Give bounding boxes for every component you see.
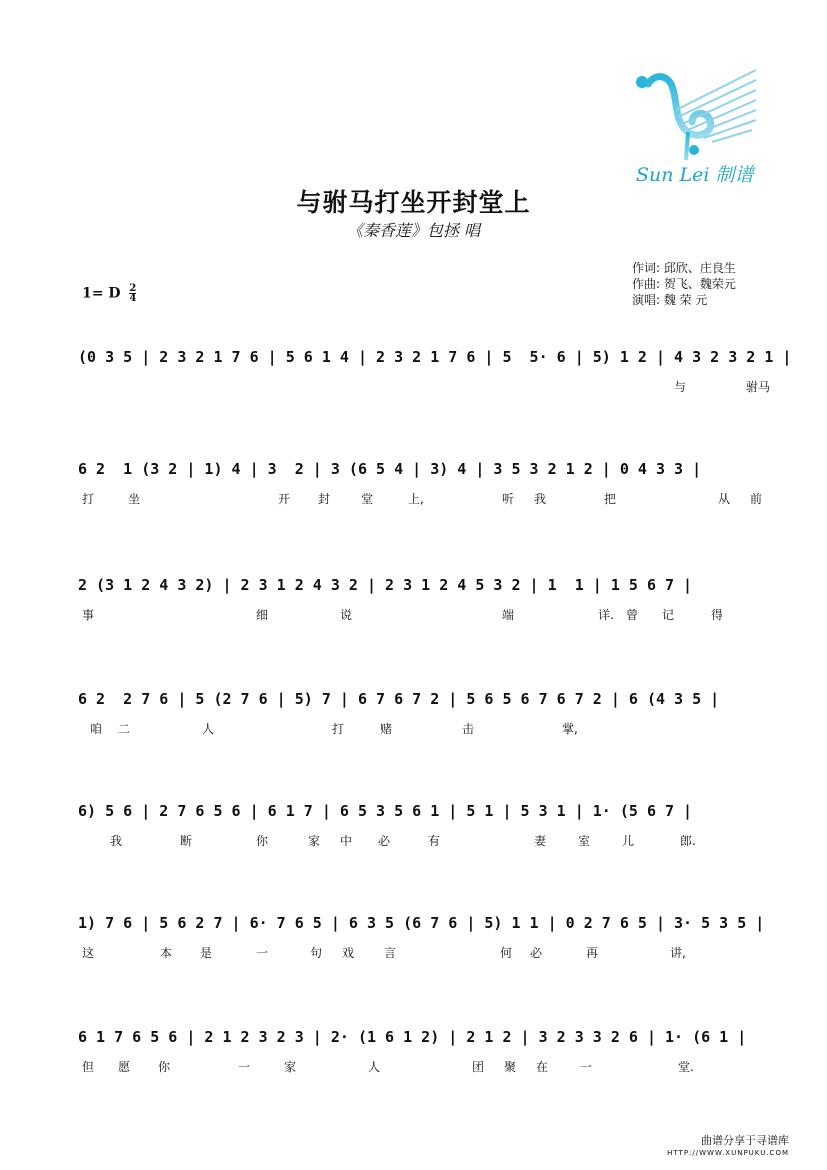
notation-line: 2 (3 1 2 4 3 2) | 2 3 1 2 4 3 2 | 2 3 1 2 4 5 3 2 | 1 1 | 1 5 6 7 | (78, 576, 693, 594)
lyric-syllable: 你 (158, 1060, 171, 1074)
lyric-syllable: 必 (378, 834, 391, 848)
footer-url: HTTP://WWW.XUNPUKU.COM (667, 1149, 789, 1157)
lyric-syllable: 本 (160, 946, 173, 960)
lyricist-credit: 作词: 邱欣、庄良生 (632, 261, 736, 275)
performer-credit: 演唱: 魏 荣 元 (632, 293, 708, 307)
lyrics-line (78, 490, 768, 508)
lyric-syllable: 有 (428, 834, 441, 848)
time-denominator: 4 (129, 293, 137, 304)
lyric-syllable: 击 (462, 722, 475, 736)
lyrics-line (78, 944, 768, 962)
lyric-syllable: 在 (536, 1060, 549, 1074)
score-line-3 (78, 576, 768, 626)
footer (667, 1134, 789, 1160)
lyric-syllable: 断 (180, 834, 193, 848)
lyric-syllable: 妻 (534, 834, 547, 848)
score-line-7 (78, 1028, 768, 1078)
lyrics-line (78, 832, 768, 850)
lyric-syllable: 记 (662, 608, 675, 622)
lyric-syllable: 事 (82, 608, 95, 622)
lyric-syllable: 何 (500, 946, 513, 960)
time-numerator: 2 (129, 283, 137, 294)
lyric-syllable: 从 (718, 492, 731, 506)
lyrics-line (78, 378, 771, 396)
lyric-syllable: 言 (384, 946, 397, 960)
lyric-syllable: 家 (308, 834, 321, 848)
lyric-syllable: 必 (530, 946, 543, 960)
lyric-syllable: 打 (82, 492, 95, 506)
notation-line: 1) 7 6 | 5 6 2 7 | 6· 7 6 5 | 6 3 5 (6 7 6 | 5) 1 1 | 0 2 7 6 5 | 3· 5 3 5 | (78, 914, 765, 932)
lyric-syllable: 聚 (504, 1060, 517, 1074)
footer-source: 曲谱分享于寻谱库 (701, 1134, 789, 1147)
key-label: 1= D (82, 285, 121, 302)
lyric-syllable: 一 (580, 1060, 593, 1074)
lyric-syllable: 讲, (670, 946, 686, 960)
lyric-syllable: 郎. (680, 834, 696, 848)
lyric-syllable: 与 (674, 380, 687, 394)
credits (632, 260, 736, 308)
lyric-syllable: 说 (340, 608, 353, 622)
time-signature (129, 284, 136, 303)
score-line-5 (78, 802, 768, 852)
lyric-syllable: 团 (472, 1060, 485, 1074)
lyric-syllable: 打 (332, 722, 345, 736)
lyric-syllable: 人 (202, 722, 215, 736)
lyric-syllable: 家 (284, 1060, 297, 1074)
notation-line: 6 2 1 (3 2 | 1) 4 | 3 2 | 3 (6 5 4 | 3) 4 | 3 5 3 2 1 2 | 0 4 3 3 | (78, 460, 702, 478)
lyric-syllable: 室 (578, 834, 591, 848)
lyrics-line (78, 606, 768, 624)
lyric-syllable: 一 (238, 1060, 251, 1074)
lyric-syllable: 把 (604, 492, 617, 506)
score-line-6 (78, 914, 768, 964)
composer-credit: 作曲: 贺飞、魏荣元 (632, 277, 736, 291)
lyric-syllable: 句 (310, 946, 323, 960)
lyric-syllable: 封 (318, 492, 331, 506)
lyric-syllable: 戏 (342, 946, 355, 960)
lyric-syllable: 得 (711, 608, 724, 622)
lyric-syllable: 儿 (622, 834, 635, 848)
lyric-syllable: 二 (118, 722, 131, 736)
lyric-syllable: 堂. (678, 1060, 694, 1074)
lyrics-line (78, 720, 768, 738)
lyric-syllable: 这 (82, 946, 95, 960)
lyric-syllable: 听 (502, 492, 515, 506)
lyric-syllable: 掌, (562, 722, 578, 736)
lyric-syllable: 我 (110, 834, 123, 848)
lyric-syllable: 中 (340, 834, 353, 848)
lyric-syllable: 咱 (90, 722, 103, 736)
lyric-syllable: 坐 (128, 492, 141, 506)
lyric-syllable: 人 (368, 1060, 381, 1074)
lyric-syllable: 前 (750, 492, 763, 506)
notation-line: 6 2 2 7 6 | 5 (2 7 6 | 5) 7 | 6 7 6 7 2 | 5 6 5 6 7 6 7 2 | 6 (4 3 5 | (78, 690, 720, 708)
song-subtitle: 《秦香莲》包拯 唱 (346, 221, 481, 240)
song-title: 与驸马打坐开封堂上 (296, 188, 531, 217)
lyric-syllable: 一 (256, 946, 269, 960)
notation-line: 6) 5 6 | 2 7 6 5 6 | 6 1 7 | 6 5 3 5 6 1 | 5 1 | 5 3 1 | 1· (5 6 7 | (78, 802, 693, 820)
lyrics-line (78, 1058, 768, 1076)
lyric-syllable: 但 (82, 1060, 95, 1074)
lyric-syllable: 曾 (626, 608, 639, 622)
lyric-syllable: 你 (256, 834, 269, 848)
score-line-1 (78, 348, 792, 398)
lyric-syllable: 愿 (118, 1060, 131, 1074)
lyric-syllable: 赌 (380, 722, 393, 736)
lyric-syllable: 细 (256, 608, 269, 622)
lyric-syllable: 驸马 (746, 380, 771, 394)
lyric-syllable: 上, (408, 492, 424, 506)
lyric-syllable: 端 (502, 608, 515, 622)
notation-line: 6 1 7 6 5 6 | 2 1 2 3 2 3 | 2· (1 6 1 2) | 2 1 2 | 3 2 3 3 2 6 | 1· (6 1 | (78, 1028, 747, 1046)
brand-label: Sun Lei 制谱 (636, 164, 754, 186)
notation-line: (0 3 5 | 2 3 2 1 7 6 | 5 6 1 4 | 2 3 2 1 7 6 | 5 5· 6 | 5) 1 2 | 4 3 2 3 2 1 | (78, 348, 792, 366)
lyric-syllable: 堂 (361, 492, 374, 506)
score-line-4 (78, 690, 768, 740)
lyric-syllable: 详. (598, 608, 614, 622)
lyric-syllable: 是 (200, 946, 213, 960)
score-line-2 (78, 460, 768, 510)
lyric-syllable: 开 (278, 492, 291, 506)
lyric-syllable: 再 (586, 946, 599, 960)
lyric-syllable: 我 (534, 492, 547, 506)
key-signature (82, 284, 136, 303)
